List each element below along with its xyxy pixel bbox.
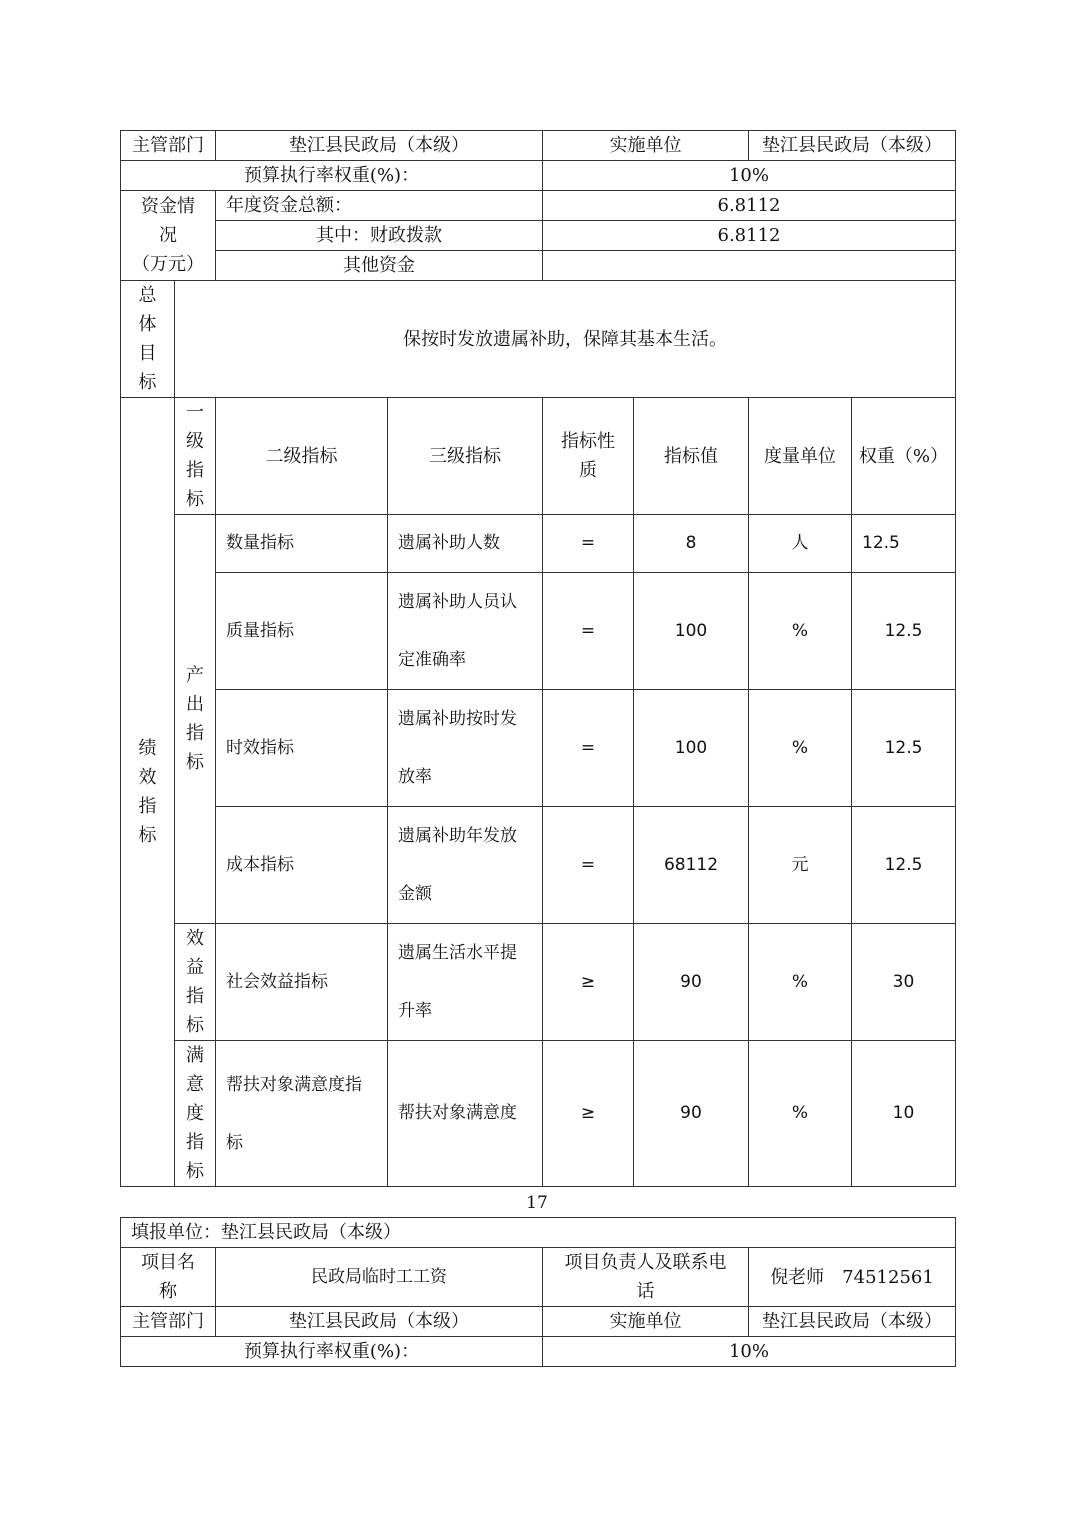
group-label-char: 产: [186, 665, 204, 686]
page-number: 17: [526, 1193, 548, 1213]
col-level1: [175, 398, 216, 515]
group-label-char: 效: [186, 928, 204, 949]
funds-fiscal-value: 6.8112: [543, 221, 956, 251]
funds-fiscal-row: [121, 221, 956, 251]
value-cell: 90: [634, 924, 749, 1041]
value-cell: 100: [634, 690, 749, 807]
col-weight: 权重（%）: [852, 398, 956, 515]
contact-label: [543, 1248, 749, 1307]
col-level1-char: 一: [186, 402, 204, 423]
table-row: [121, 807, 956, 924]
level3-line: 遗属补助人员认: [398, 592, 517, 612]
project-table: [120, 1217, 956, 1367]
goal-label-char: 目: [138, 343, 157, 364]
group-label-char: 满: [186, 1045, 204, 1066]
nature-cell: =: [543, 690, 634, 807]
group-label-char: 出: [186, 694, 204, 715]
funds-total-row: [121, 191, 956, 221]
group-label-satisfaction: [175, 1041, 216, 1187]
goal-label-char: 标: [138, 372, 157, 393]
funds-total-value: 6.8112: [543, 191, 956, 221]
budget-weight-row: [121, 1337, 956, 1367]
level3-cell: [388, 924, 543, 1041]
perf-label-char: 绩: [138, 738, 157, 759]
unit-cell: 人: [749, 515, 852, 573]
unit-cell: %: [749, 690, 852, 807]
impl-label: 实施单位: [543, 1307, 749, 1337]
perf-label-char: 效: [138, 767, 157, 788]
table-row: [121, 690, 956, 807]
budget-weight-value: 10%: [543, 1337, 956, 1367]
filler-unit: 填报单位：垫江县民政局（本级）: [121, 1218, 956, 1248]
weight-cell: 12.5: [852, 573, 956, 690]
col-level1-char: 标: [186, 489, 204, 510]
col-value: 指标值: [634, 398, 749, 515]
level3-cell: 帮扶对象满意度: [388, 1041, 543, 1187]
dept-value: 垫江县民政局（本级）: [216, 1307, 543, 1337]
goal-label: [121, 281, 175, 398]
funds-other-label: 其他资金: [216, 251, 543, 281]
perf-label-char: 标: [138, 825, 157, 846]
budget-weight-row: [121, 161, 956, 191]
level2-cell: [216, 1041, 388, 1187]
perf-label: [121, 398, 175, 1187]
level3-line: 金额: [398, 884, 432, 904]
value-cell: 90: [634, 1041, 749, 1187]
weight-cell: 12.5: [852, 515, 956, 573]
value-cell: 100: [634, 573, 749, 690]
funds-label-line: （万元）: [132, 254, 204, 275]
filler-row: [121, 1218, 956, 1248]
budget-weight-label: 预算执行率权重(%)：: [121, 161, 543, 191]
group-label-char: 益: [186, 957, 204, 978]
goal-row: [121, 281, 956, 398]
contact-label-line: 项目负责人及联系电: [564, 1252, 727, 1273]
funds-other-row: [121, 251, 956, 281]
level3-cell: 遗属补助人数: [388, 515, 543, 573]
funds-label-line: 资金情: [141, 196, 195, 217]
weight-cell: 30: [852, 924, 956, 1041]
level2-cell: 社会效益指标: [216, 924, 388, 1041]
value-cell: 8: [634, 515, 749, 573]
col-level3: 三级指标: [388, 398, 543, 515]
funds-other-value: [543, 251, 956, 281]
project-name-label: [121, 1248, 216, 1307]
level2-cell: 数量指标: [216, 515, 388, 573]
col-nature: [543, 398, 634, 515]
value-cell: 68112: [634, 807, 749, 924]
level3-line: 放率: [398, 767, 432, 787]
level2-cell: 时效指标: [216, 690, 388, 807]
project-name-value: 民政局临时工工资: [216, 1248, 543, 1307]
unit-cell: %: [749, 924, 852, 1041]
col-nature-line: 质: [579, 460, 597, 481]
group-label-char: 标: [186, 1161, 204, 1182]
dept-row: [121, 1307, 956, 1337]
col-level1-char: 级: [186, 431, 204, 452]
performance-table: [120, 130, 956, 1187]
impl-value: 垫江县民政局（本级）: [749, 1307, 956, 1337]
group-label-char: 度: [186, 1103, 204, 1124]
table-row: [121, 924, 956, 1041]
funds-label: [121, 191, 216, 281]
budget-weight-label: 预算执行率权重(%)：: [121, 1337, 543, 1367]
group-label-char: 指: [186, 986, 204, 1007]
group-label-output: [175, 515, 216, 924]
project-name-label-line: 称: [159, 1281, 177, 1302]
funds-fiscal-label: 其中：财政拨款: [216, 221, 543, 251]
level3-line: 遗属补助年发放: [398, 826, 517, 846]
col-level2: 二级指标: [216, 398, 388, 515]
unit-cell: %: [749, 1041, 852, 1187]
level2-line: 标: [226, 1132, 243, 1153]
group-label-char: 标: [186, 752, 204, 773]
goal-text: 保按时发放遗属补助，保障其基本生活。: [175, 281, 956, 398]
level2-line: 帮扶对象满意度指: [226, 1074, 362, 1095]
col-nature-line: 指标性: [561, 431, 615, 452]
table-row: [121, 515, 956, 573]
level2-cell: 成本指标: [216, 807, 388, 924]
impl-value: 垫江县民政局（本级）: [749, 131, 956, 161]
level3-cell: [388, 690, 543, 807]
impl-label: 实施单位: [543, 131, 749, 161]
nature-cell: ≥: [543, 924, 634, 1041]
nature-cell: =: [543, 573, 634, 690]
header-row: [121, 131, 956, 161]
nature-cell: ≥: [543, 1041, 634, 1187]
weight-cell: 10: [852, 1041, 956, 1187]
funds-label-line: 况: [159, 225, 177, 246]
col-unit: 度量单位: [749, 398, 852, 515]
dept-label: 主管部门: [121, 131, 216, 161]
group-label-char: 指: [186, 1132, 204, 1153]
weight-cell: 12.5: [852, 807, 956, 924]
weight-cell: 12.5: [852, 690, 956, 807]
group-label-char: 意: [186, 1074, 204, 1095]
dept-label: 主管部门: [121, 1307, 216, 1337]
table-row: [121, 1041, 956, 1187]
perf-header-row: [121, 398, 956, 515]
level3-line: 遗属补助按时发: [398, 709, 517, 729]
table-row: [121, 573, 956, 690]
nature-cell: =: [543, 807, 634, 924]
dept-value: 垫江县民政局（本级）: [216, 131, 543, 161]
group-label-char: 指: [186, 723, 204, 744]
group-label-char: 标: [186, 1015, 204, 1036]
goal-label-char: 体: [138, 314, 157, 335]
contact-label-line: 话: [636, 1281, 655, 1302]
funds-total-label: 年度资金总额：: [216, 191, 543, 221]
goal-label-char: 总: [138, 285, 157, 306]
unit-cell: 元: [749, 807, 852, 924]
unit-cell: %: [749, 573, 852, 690]
col-level1-char: 指: [186, 460, 204, 481]
budget-weight-value: 10%: [543, 161, 956, 191]
project-row: [121, 1248, 956, 1307]
level3-cell: [388, 573, 543, 690]
level3-line: 遗属生活水平提: [398, 943, 517, 963]
level3-line: 升率: [398, 1001, 432, 1021]
group-label-benefit: [175, 924, 216, 1041]
level3-line: 定准确率: [398, 650, 466, 670]
perf-label-char: 指: [138, 796, 157, 817]
level2-cell: 质量指标: [216, 573, 388, 690]
nature-cell: =: [543, 515, 634, 573]
project-name-label-line: 项目名: [141, 1252, 195, 1273]
contact-value: 倪老师 74512561: [749, 1248, 956, 1307]
level3-cell: [388, 807, 543, 924]
